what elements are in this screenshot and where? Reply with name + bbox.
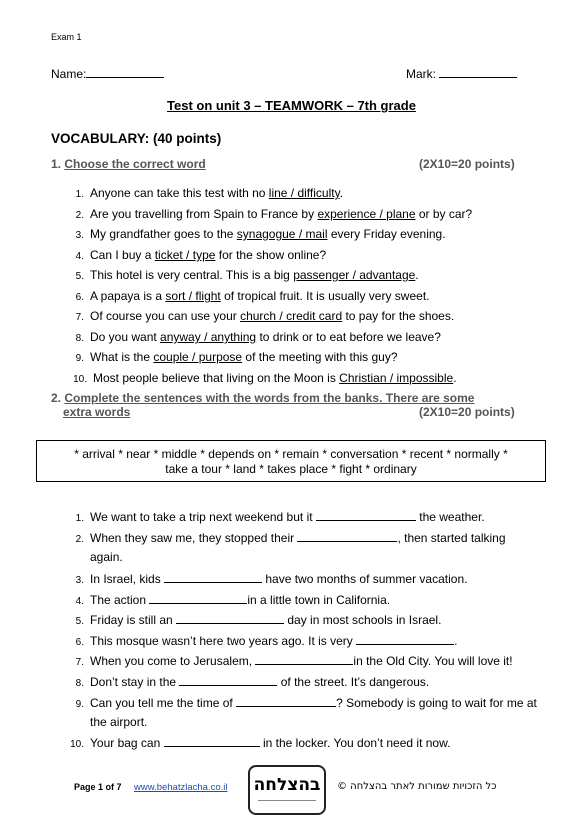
item-number: 7. <box>75 312 84 323</box>
item-text: Of course you can use your <box>90 309 241 323</box>
answer-blank[interactable] <box>356 633 454 645</box>
item-text-end: in the locker. You don’t need it now. <box>259 736 451 750</box>
item-text-end: day in most schools in Israel. <box>284 613 442 627</box>
item-text-end: , then started talking <box>397 531 506 545</box>
answer-blank[interactable] <box>255 653 353 665</box>
vocab-item <box>66 227 446 241</box>
item-text-end: for the show online? <box>215 248 327 262</box>
fill-item <box>66 633 457 648</box>
item-text: Do you want <box>90 330 161 344</box>
item-text: In Israel, kids <box>90 572 165 586</box>
item-text-end: of the street. It’s dangerous. <box>277 675 430 689</box>
item-text-end: of tropical fruit. It is usually very sweet. <box>220 289 430 303</box>
item-number: 8. <box>75 678 84 689</box>
section2-points: (2X10=20 points) <box>419 405 515 419</box>
item-text: Anyone can take this test with no <box>90 186 269 200</box>
vocab-heading: VOCABULARY: (40 points) <box>51 131 222 146</box>
item-text: Most people believe that living on the Moon is <box>93 371 340 385</box>
vocab-item <box>66 248 326 262</box>
item-number: 9. <box>75 353 84 364</box>
word-choice[interactable]: experience / plane <box>317 207 416 221</box>
item-text: Can you tell me the time of <box>90 696 237 710</box>
item-number: 2. <box>75 210 84 221</box>
answer-blank[interactable] <box>179 674 277 686</box>
page-title: Test on unit 3 – TEAMWORK – 7th grade <box>167 98 416 113</box>
item-text-end: in the Old City. You will love it! <box>353 654 513 668</box>
word-choice[interactable]: Christian / impossible <box>339 371 454 385</box>
word-choice[interactable]: couple / purpose <box>153 350 243 364</box>
word-choice[interactable]: anyway / anything <box>160 330 257 344</box>
item-number: 8. <box>75 333 84 344</box>
word-choice[interactable]: ticket / type <box>154 248 216 262</box>
answer-blank[interactable] <box>236 695 336 707</box>
exam-label: Exam 1 <box>51 32 82 42</box>
vocab-item <box>66 350 398 364</box>
item-continuation: the airport. <box>90 715 148 729</box>
item-text-end: ? Somebody is going to wait for me at <box>336 696 537 710</box>
item-number: 5. <box>75 271 84 282</box>
word-choice[interactable]: passenger / advantage <box>293 268 416 282</box>
item-text: Friday is still an <box>90 613 177 627</box>
word-choice[interactable]: church / credit card <box>240 309 343 323</box>
fill-item <box>66 612 441 627</box>
name-blank[interactable] <box>86 66 164 78</box>
item-text: A papaya is a <box>90 289 166 303</box>
word-choice[interactable]: line / difficulty <box>268 186 340 200</box>
item-text-end: the weather. <box>415 510 485 524</box>
item-text: My grandfather goes to the <box>90 227 237 241</box>
item-number: 2. <box>75 534 84 545</box>
item-number: 7. <box>75 657 84 668</box>
mark-blank[interactable] <box>439 66 517 78</box>
section2-number: 2. <box>51 391 62 405</box>
word-bank-line1: * arrival * near * middle * depends on * remain * conversation * recent * normally * <box>74 447 508 461</box>
word-choice[interactable]: sort / flight <box>165 289 221 303</box>
item-text-end: of the meeting with this guy? <box>242 350 398 364</box>
section1-heading <box>51 157 206 171</box>
item-number: 10. <box>70 739 84 750</box>
item-number: 3. <box>75 230 84 241</box>
item-number: 9. <box>75 699 84 710</box>
copyright-notice: כל הזכויות שמורות לאתר בהצלחה © <box>337 781 497 792</box>
item-text-end: . <box>415 268 419 282</box>
item-continuation: again. <box>90 550 123 564</box>
name-field[interactable] <box>51 66 164 81</box>
answer-blank[interactable] <box>176 612 284 624</box>
item-text: Don’t stay in the <box>90 675 180 689</box>
item-text: We want to take a trip next weekend but it <box>90 510 316 524</box>
item-number: 5. <box>75 616 84 627</box>
section1-points: (2X10=20 points) <box>419 157 515 171</box>
fill-item <box>66 735 450 750</box>
logo-text: בהצלחה <box>253 775 321 795</box>
site-link[interactable]: www.behatzlacha.co.il <box>134 782 228 793</box>
vocab-item <box>69 371 457 385</box>
vocab-item <box>66 309 454 323</box>
item-text-end: or by car? <box>415 207 473 221</box>
item-number: 10. <box>73 374 87 385</box>
fill-item <box>66 509 485 524</box>
vocab-item <box>66 289 430 303</box>
item-text: Your bag can <box>90 736 164 750</box>
fill-item <box>66 592 390 607</box>
item-text-end: every Friday evening. <box>327 227 446 241</box>
item-text: This hotel is very central. This is a big <box>90 268 294 282</box>
item-number: 1. <box>75 189 84 200</box>
section2-instruction-line1: Complete the sentences with the words from the banks. There are some <box>64 391 475 405</box>
vocab-item <box>66 268 419 282</box>
behatzlacha-logo <box>248 765 326 815</box>
section2-instruction-line2: extra words <box>63 405 131 419</box>
item-text-end: . <box>339 186 344 200</box>
vocab-item <box>66 186 343 200</box>
section1-number: 1. <box>51 157 62 171</box>
vocab-item <box>66 207 472 221</box>
item-text-end: to pay for the shoes. <box>342 309 455 323</box>
vocab-item <box>66 330 441 344</box>
section1-instruction: Choose the correct word <box>64 157 206 171</box>
section2-heading <box>51 391 474 405</box>
answer-blank[interactable] <box>297 530 397 542</box>
logo-underline <box>258 800 316 804</box>
fill-item <box>66 674 429 689</box>
item-text-end: in a little town in California. <box>247 593 391 607</box>
answer-blank[interactable] <box>149 592 247 604</box>
item-text-end: have two months of summer vacation. <box>262 572 468 586</box>
item-number: 6. <box>75 292 84 303</box>
item-text-end: . <box>454 634 458 648</box>
item-text: When they saw me, they stopped their <box>90 531 298 545</box>
fill-item <box>66 530 506 545</box>
item-text: The action <box>90 593 150 607</box>
answer-blank[interactable] <box>164 571 262 583</box>
answer-blank[interactable] <box>316 509 416 521</box>
item-text: When you come to Jerusalem, <box>90 654 256 668</box>
answer-blank[interactable] <box>164 735 260 747</box>
item-number: 4. <box>75 596 84 607</box>
fill-item <box>66 653 513 668</box>
word-choice[interactable]: synagogue / mail <box>236 227 328 241</box>
item-text: Can I buy a <box>90 248 155 262</box>
item-text: Are you travelling from Spain to France by <box>90 207 318 221</box>
item-number: 3. <box>75 575 84 586</box>
word-bank-line2: take a tour * land * takes place * fight * ordinary <box>165 462 417 476</box>
item-number: 6. <box>75 637 84 648</box>
name-label: Name: <box>51 67 87 81</box>
item-text-end: . <box>453 371 457 385</box>
item-text: What is the <box>90 350 154 364</box>
item-number: 1. <box>75 513 84 524</box>
item-number: 4. <box>75 251 84 262</box>
item-text: This mosque wasn’t here two years ago. It is very <box>90 634 357 648</box>
mark-field[interactable] <box>406 66 517 81</box>
page-number: Page 1 of 7 <box>74 782 122 792</box>
item-text-end: to drink or to eat before we leave? <box>256 330 441 344</box>
fill-item <box>66 571 467 586</box>
mark-label: Mark: <box>406 67 436 81</box>
fill-item <box>66 695 537 710</box>
